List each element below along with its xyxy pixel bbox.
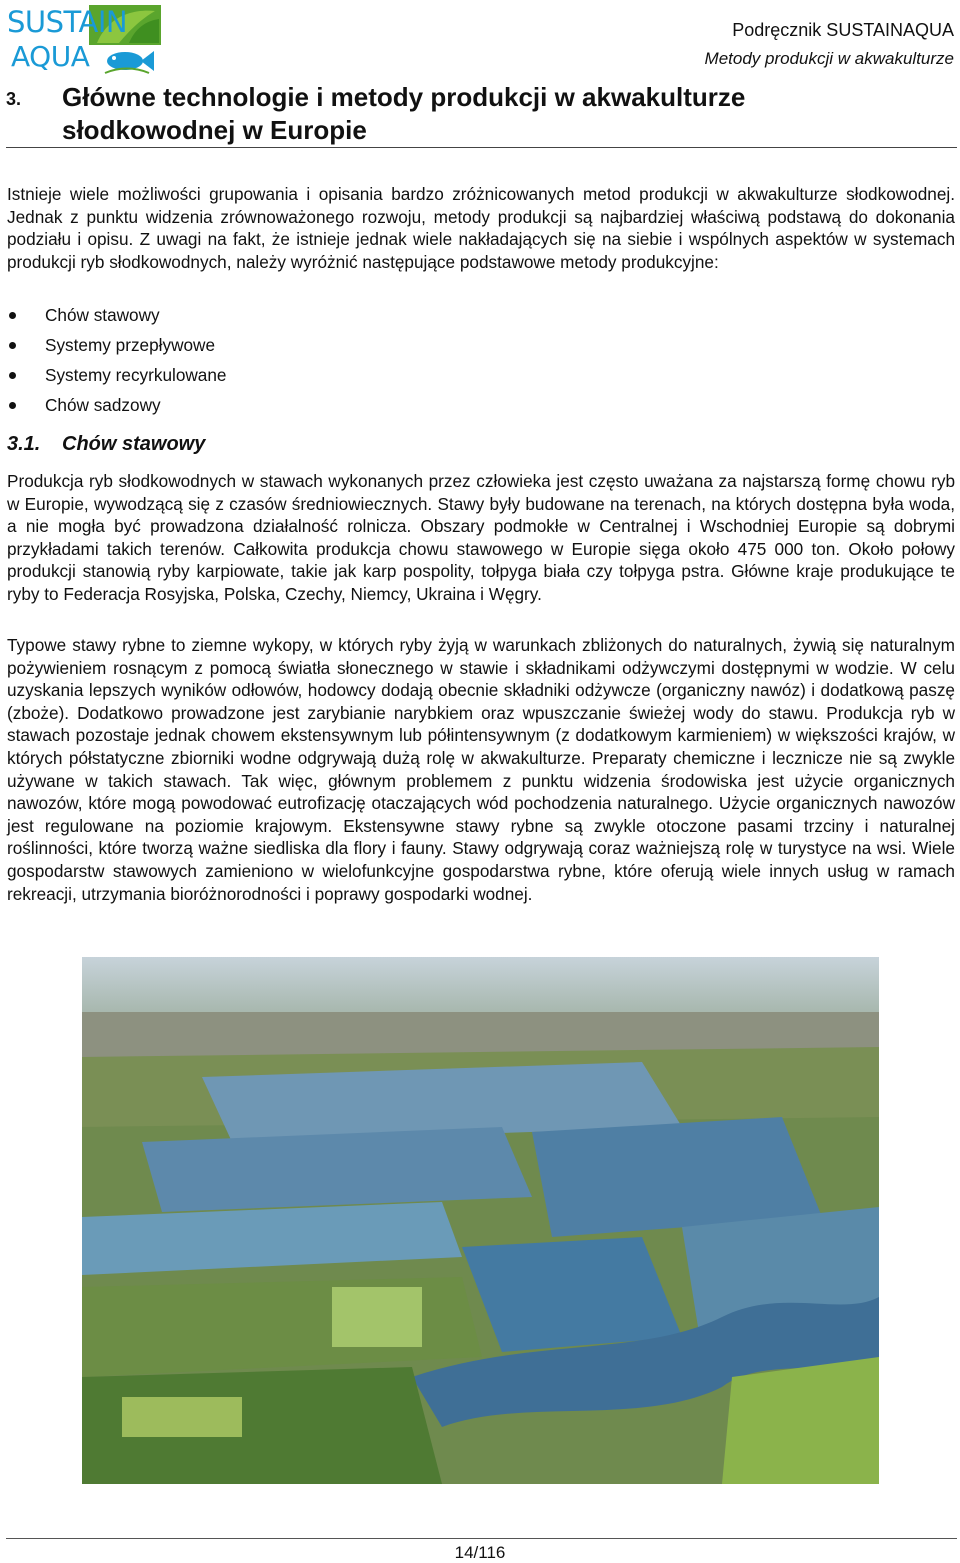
chapter-number: 3.	[6, 89, 22, 109]
bullet-icon	[9, 312, 16, 319]
handbook-title: Podręcznik SUSTAINAQUA	[732, 20, 954, 40]
section-title: Chów stawowy	[62, 433, 206, 455]
list-item	[7, 333, 607, 363]
intro-paragraph	[7, 183, 955, 273]
fish-icon	[99, 43, 155, 77]
aerial-fish-ponds-photo	[82, 957, 879, 1484]
list-item-label: Chów sadzowy	[45, 395, 161, 415]
bullet-icon	[9, 372, 16, 379]
list-item-label: Chów stawowy	[45, 305, 160, 325]
list-item	[7, 393, 607, 423]
paragraph-text: Produkcja ryb słodkowodnych w stawach wykonanych przez człowieka jest często uważana za najstarszą formę chowu ryb w Europie, wywodzącą się z czasów średniowiecznych. Stawy były budowane na terenach, na których dostępna była woda, a nie mogła być prowadzona działalność rolnicza. Obszary podmokłe w Centralnej i Wschodniej Europie są dobrymi przykładami takich terenów. Całkowita produkcja chowu stawowego w Europie sięga około 475 000 ton. Około połowy produkcji stanowią ryby karpiowate, takie jak karp pospolity, tołpyga biała czy tołpyga pstra. Główne kraje produkujące te ryby to Federacja Rosyjska, Polska, Czechy, Niemcy, Ukraina i Węgry.	[7, 471, 955, 604]
list-item	[7, 363, 607, 393]
production-methods-list	[7, 303, 607, 423]
list-item-label: Systemy przepływowe	[45, 335, 216, 355]
section-paragraph-1	[7, 470, 955, 606]
section-number: 3.1.	[7, 433, 41, 455]
photo-illustration	[82, 957, 879, 1484]
title-divider	[6, 147, 957, 148]
bullet-icon	[9, 342, 16, 349]
section-paragraph-2	[7, 634, 955, 905]
chapter-title: Główne technologie i metody produkcji w akwakulturze słodkowodnej w Europie	[62, 82, 746, 145]
bullet-icon	[9, 402, 16, 409]
logo-text-aqua: AQUA	[11, 40, 90, 73]
list-item	[7, 303, 607, 333]
list-item-label: Systemy recyrkulowane	[45, 365, 227, 385]
intro-text: Istnieje wiele możliwości grupowania i opisania bardzo zróżnicowanych metod produkcji w akwakulturze słodkowodnej. Jednak z punktu widzenia zrównoważonego rozwoju, metody produkcji są najbardziej właściwą podstawą do dokonania podziału i opisu. Z uwagi na fakt, że istnieje jednak wiele nakładających się na siebie i wspólnych aspektów w systemach produkcji ryb słodkowodnych, należy wyróżnić następujące podstawowe metody produkcyjne:	[7, 184, 955, 272]
logo-text-sustain: SUSTAIN	[7, 5, 128, 39]
footer-divider	[6, 1538, 957, 1539]
handbook-subtitle: Metody produkcji w akwakulturze	[704, 49, 954, 68]
page-number: 14/116	[454, 1543, 506, 1562]
paragraph-text: Typowe stawy rybne to ziemne wykopy, w których ryby żyją w warunkach zbliżonych do naturalnych, żywią się naturalnym pożywieniem rosnącym z pomocą światła słonecznego w stawie i składnikami odżywczymi dostępnymi w wodzie. W celu uzyskania lepszych wyników odłowów, hodowcy dodają obecnie składniki odżywcze (organiczny nawóz) i dodatkową paszę (zboże). Dodatkowo prowadzone jest zarybianie narybkiem oraz wpuszczanie świeżej wody do stawu. Produkcja ryb w stawach pozostaje jednak chowem ekstensywnym lub półintensywnym (z dodatkowym karmieniem) w większości krajów, w których półstatyczne zbiorniki wodne odgrywają dużą rolę w akwakulturze. Preparaty chemiczne i lecznicze nie są zwykle używane w takich stawach. Tak więc, głównym problemem z punktu widzenia środowiska jest użycie organicznych nawozów, które mogą powodować eutrofizację otaczających wód pochodzenia naturalnego. Użycie organicznych nawozów jest regulowane na poziomie krajowym. Ekstensywne stawy rybne są zwykle otoczone pasami trzciny i naturalnej roślinności, które tworzą ważne siedliska dla flory i fauny. Stawy odgrywają coraz ważniejszą rolę w turystyce na wsi. Wiele gospodarstw stawowych zamieniono w wielofunkcyjne gospodarstwa rybne, które oferują wiele innych usług w ramach rekreacji, utrzymania bioróżnorodności i poprawy gospodarki wodnej.	[7, 635, 955, 904]
sustainaqua-logo	[7, 5, 155, 77]
